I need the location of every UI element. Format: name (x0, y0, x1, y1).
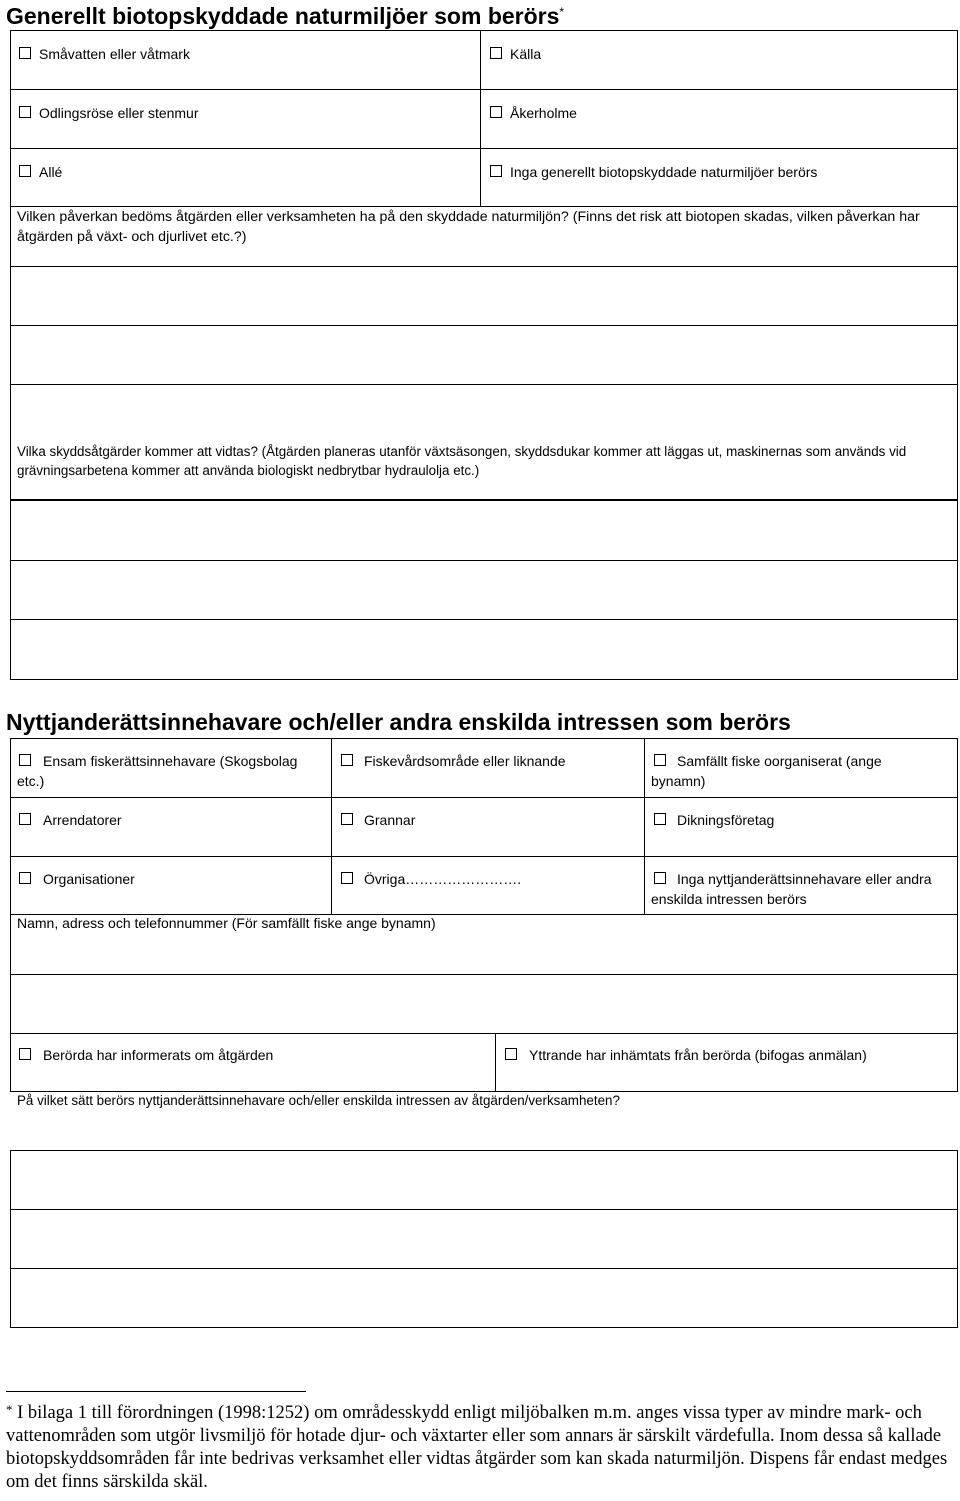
row-divider (11, 856, 957, 857)
label-kalla: Källa (510, 46, 542, 62)
label-arrendatorer: Arrendatorer (43, 812, 122, 828)
label-alle: Allé (39, 164, 63, 180)
label-grannar: Grannar (364, 812, 416, 828)
row-divider (11, 148, 957, 149)
label-yttrande: Yttrande har inhämtats från berörda (bifogas anmälan) (529, 1047, 867, 1063)
column-divider (331, 739, 332, 914)
column-divider (480, 31, 481, 206)
checkbox-dikningsforetag[interactable] (654, 813, 666, 825)
row-divider (11, 89, 957, 90)
checkbox-ovriga[interactable] (341, 872, 353, 884)
impact-answer-field[interactable] (12, 268, 956, 440)
label-inga-intressen: Inga nyttjanderättsinnehavare eller andra enskilda intressen berörs (651, 871, 932, 907)
contacts-label: Namn, adress och telefonnummer (För samfällt fiske ange bynamn) (17, 915, 436, 931)
checkbox-fiskevardsomrade[interactable] (341, 754, 353, 766)
question-protection-label: Vilka skyddsåtgärder kommer att vidtas? (Åtgärden planeras utanför växtsäsongen, skyddsdukar kommer att läggas ut, maskinernas som används vid grävningsarbetena kommer att använda biologiskt nedbrytbar hydraulolja etc.) (17, 444, 907, 478)
affect-label: På vilket sätt berörs nyttjanderättsinnehavare och/eller enskilda intressen av åtgärden/verksamheten? (17, 1093, 620, 1108)
label-ovriga: Övriga……………………. (364, 871, 522, 887)
checkbox-inga-biotoper[interactable] (490, 165, 502, 177)
label-dikningsforetag: Dikningsföretag (677, 812, 775, 828)
section-title-rights: Nyttjanderättsinnehavare och/eller andra enskilda intressen som berörs (6, 709, 791, 735)
label-akerholme: Åkerholme (510, 105, 577, 121)
checkbox-arrendatorer[interactable] (19, 813, 31, 825)
footnote-separator (6, 1391, 306, 1392)
affect-answer-field[interactable] (12, 1152, 956, 1326)
protection-answer-field[interactable] (12, 502, 956, 678)
section-title-biotopes (6, 2, 564, 30)
checkbox-informerats[interactable] (19, 1048, 31, 1060)
label-odlingsrose: Odlingsröse eller stenmur (39, 105, 199, 121)
label-inga-biotoper: Inga generellt biotopskyddade naturmiljöer berörs (510, 164, 818, 180)
row-divider (11, 266, 957, 267)
label-ensam-fiskeratt: Ensam fiskerättsinnehavare (Skogsbolag etc.) (17, 753, 298, 789)
checkbox-smavatten[interactable] (19, 47, 31, 59)
checkbox-kalla[interactable] (490, 47, 502, 59)
column-divider (495, 1034, 496, 1091)
label-fiskevardsomrade: Fiskevårdsområde eller liknande (364, 753, 566, 769)
checkbox-organisationer[interactable] (19, 872, 31, 884)
label-organisationer: Organisationer (43, 871, 135, 887)
checkbox-grannar[interactable] (341, 813, 353, 825)
footnote-marker: * (559, 5, 565, 19)
section-title-text: Generellt biotopskyddade naturmiljöer som berörs (6, 3, 560, 29)
checkbox-odlingsrose[interactable] (19, 106, 31, 118)
checkbox-yttrande[interactable] (505, 1048, 517, 1060)
label-informerats: Berörda har informerats om åtgärden (43, 1047, 274, 1063)
column-divider (644, 739, 645, 914)
label-samfallt-fiske: Samfällt fiske oorganiserat (ange bynamn) (651, 753, 882, 789)
footnote-text: I bilaga 1 till förordningen (1998:1252) om områdesskydd enligt miljöbalken m.m. anges vissa typer av mindre mark- och vattenområden som utgör livsmiljö för hotade djur- och växtarter eller som annars är särskilt värdefulla. Inom dessa så kallade biotopskyddsområden får inte bedrivas verksamhet eller vidtas åtgärder som kan skada naturmiljön. Dispens får endast medges om det finns särskilda skäl. (6, 1403, 948, 1492)
question-impact-label: Vilken påverkan bedöms åtgärden eller verksamheten ha på den skyddade naturmiljön? (Finns det risk att biotopen skadas, vilken påverkan har åtgärden på växt- och djurlivet etc.?) (17, 209, 920, 245)
label-smavatten: Småvatten eller våtmark (39, 46, 190, 62)
row-divider (11, 797, 957, 798)
checkbox-akerholme[interactable] (490, 106, 502, 118)
contacts-answer-box[interactable] (10, 974, 958, 1034)
footnote-marker: * (6, 1402, 13, 1417)
checkbox-alle[interactable] (19, 165, 31, 177)
footnote (6, 1402, 958, 1494)
